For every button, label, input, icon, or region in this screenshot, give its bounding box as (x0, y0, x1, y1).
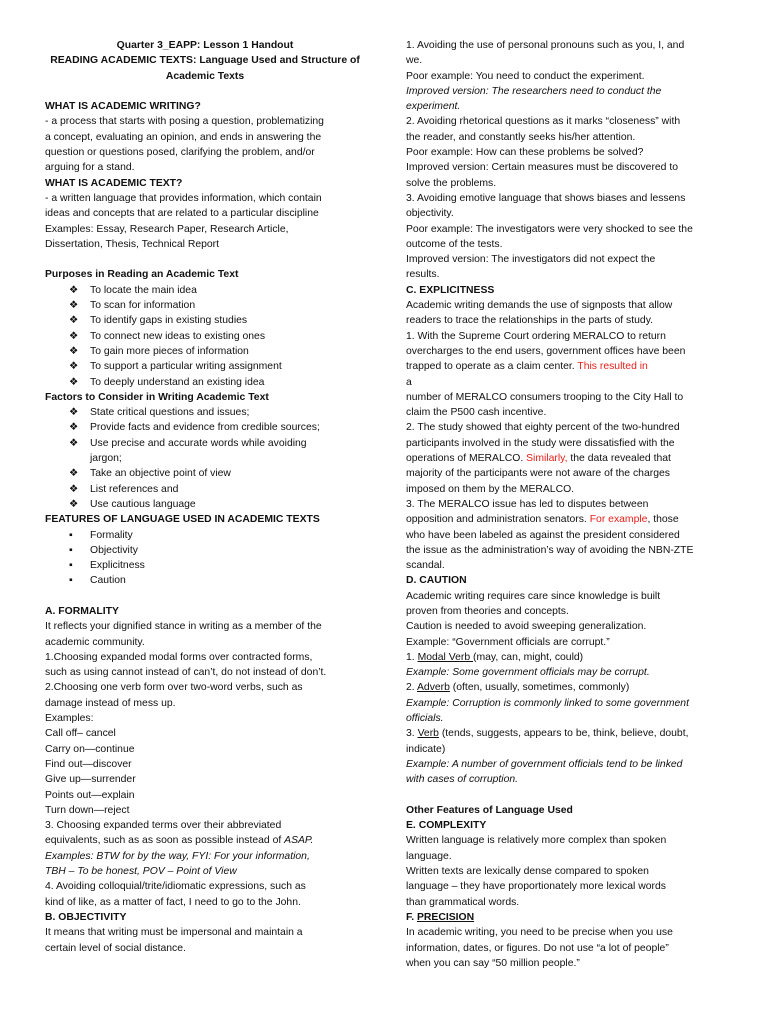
diamond-bullet-icon: ❖ (69, 407, 79, 419)
text-line: equivalents, such as as soon as possible instead of ASAP. (45, 835, 314, 847)
text-line: readers to trace the relationships in the parts of study. (406, 315, 654, 327)
text-line: 1. Modal Verb (may, can, might, could) (406, 651, 584, 663)
list-item: ❖ State critical questions and issues; (45, 405, 365, 420)
text-line: kind of like, as a matter of fact, I need to go to the John. (45, 896, 301, 908)
text-line: Poor example: How can these problems be solved? (406, 147, 644, 159)
text-line: 2. Adverb (often, usually, sometimes, commonly) (406, 682, 630, 694)
list-item: ❖ Use cautious language (45, 497, 365, 512)
text-line: Written language is relatively more complex than spoken (406, 835, 667, 847)
text-line: Improved version: Certain measures must be discovered to (406, 162, 679, 174)
diamond-bullet-icon: ❖ (69, 376, 79, 388)
text-line: 4. Avoiding colloquial/trite/idiomatic expressions, such as (45, 881, 306, 893)
diamond-bullet-icon: ❖ (69, 437, 79, 449)
handout-subtitle-cont: Academic Texts (165, 70, 245, 82)
signpost-text: For example (589, 514, 648, 526)
list-item-continuation: jargon; (90, 453, 122, 465)
list-item: ❖ To deeply understand an existing idea (45, 375, 365, 390)
text-line: Improved version: The investigators did not expect the (406, 254, 656, 266)
text-line: 2.Choosing one verb form over two-word verbs, such as (45, 682, 303, 694)
text-line: certain level of social distance. (45, 942, 186, 954)
text-line: 1.Choosing expanded modal forms over contracted forms, (45, 651, 313, 663)
list-item: ▪ Formality (45, 528, 365, 543)
text-line: Give up—surrender (45, 774, 136, 786)
text-line: who have been labeled as against the president considered (406, 529, 680, 541)
text-line: damage instead of mess up. (45, 697, 176, 709)
section-heading: WHAT IS ACADEMIC WRITING? (45, 101, 201, 113)
text-line: such as using cannot instead of can’t, do not instead of don’t. (45, 667, 327, 679)
diamond-bullet-icon: ❖ (69, 498, 79, 510)
diamond-bullet-icon: ❖ (69, 483, 79, 495)
list-item: ▪ Caution (45, 573, 365, 588)
text-line: 3. Choosing expanded terms over their abbreviated (45, 820, 282, 832)
text-line: Caution is needed to avoid sweeping generalization. (406, 621, 647, 633)
text-line: majority of the participants were not aware of the charges (406, 468, 670, 480)
text-line: Example: “Government officials are corrupt.” (406, 636, 610, 648)
text-line: experiment. (406, 101, 461, 113)
underlined-term: Verb (417, 728, 439, 740)
text-line: overcharges to the end users, government offices have been (406, 345, 686, 357)
text-line: trapped to operate as a claim center. This resulted in (406, 361, 648, 373)
list-item: ❖ To connect new ideas to existing ones (45, 329, 365, 344)
diamond-bullet-icon: ❖ (69, 361, 79, 373)
text-line: Carry on—continue (45, 743, 135, 755)
text-line: Academic writing demands the use of signposts that allow (406, 300, 673, 312)
text-line: Example: Some government officials may be corrupt. (406, 667, 650, 679)
text-line: question or questions posed, clarifying the problem, and/or (45, 147, 315, 159)
text-line: Poor example: The investigators were very shocked to see the (406, 223, 693, 235)
text-line: language. (406, 850, 452, 862)
handout-title: Quarter 3_EAPP: Lesson 1 Handout (116, 40, 294, 51)
text-line: Improved version: The researchers need to conduct the (406, 85, 662, 97)
diamond-bullet-icon: ❖ (69, 300, 79, 312)
section-heading: Purposes in Reading an Academic Text (45, 269, 239, 281)
text-line: arguing for a stand. (45, 162, 135, 174)
text-line: participants involved in the study were dissatisfied with the (406, 437, 675, 449)
text-line: Dissertation, Thesis, Technical Report (45, 238, 220, 250)
text-line: Written texts are lexically dense compared to spoken (406, 866, 649, 878)
underlined-term: Modal Verb (417, 651, 474, 663)
text-line: claim the P500 cash incentive. (406, 407, 547, 419)
underlined-term: Adverb (416, 682, 450, 694)
text-line: with cases of corruption. (406, 774, 519, 786)
text-line: a (406, 376, 412, 388)
text-line: Examples: (45, 713, 94, 725)
text-line: It reflects your dignified stance in writing as a member of the (45, 621, 322, 633)
text-line: TBH – To be honest, POV – Point of View (45, 866, 237, 878)
text-line: academic community. (45, 636, 145, 648)
diamond-bullet-icon: ❖ (69, 345, 79, 357)
list-item: ▪ Objectivity (45, 543, 365, 558)
list-item: ▪ Explicitness (45, 558, 365, 573)
section-heading: Other Features of Language Used (406, 804, 573, 816)
text-line: 3. Verb (tends, suggests, appears to be, think, believe, doubt, (406, 728, 689, 740)
signpost-text: This resulted in (577, 361, 648, 373)
text-line: Find out—discover (45, 758, 132, 770)
text-line: ideas and concepts that are related to a particular discipline (45, 208, 319, 220)
text-line: opposition and administration senators. For example, those (406, 514, 679, 526)
list-item: ❖ To scan for information (45, 298, 365, 313)
text-line: Example: Corruption is commonly linked to some government (406, 697, 689, 709)
text-line: 2. The study showed that eighty percent of the two-hundred (406, 422, 680, 434)
section-heading: F. PRECISION (406, 911, 475, 923)
diamond-bullet-icon: ❖ (69, 315, 79, 327)
list-item: ❖ To identify gaps in existing studies (45, 313, 365, 328)
text-line: information, dates, or figures. Do not use “a lot of people” (406, 942, 669, 954)
list-item: ❖ To gain more pieces of information (45, 344, 365, 359)
section-heading: E. COMPLEXITY (406, 820, 487, 832)
square-bullet-icon: ▪ (69, 575, 73, 587)
text-line: - a written language that provides information, which contain (45, 192, 322, 204)
text-line: 1. With the Supreme Court ordering MERALCO to return (406, 330, 666, 342)
text-line: 3. Avoiding emotive language that shows biases and lessens (406, 192, 686, 204)
text-line: the reader, and constantly seeks his/her attention. (406, 131, 636, 143)
right-column (406, 38, 726, 971)
text-line: than grammatical words. (406, 896, 520, 908)
text-line: number of MERALCO consumers trooping to the City Hall to (406, 391, 684, 403)
text-line: indicate) (406, 743, 446, 755)
square-bullet-icon: ▪ (69, 529, 73, 541)
square-bullet-icon: ▪ (69, 560, 73, 572)
text-line: officials. (406, 713, 444, 725)
square-bullet-icon: ▪ (69, 544, 73, 556)
section-heading: A. FORMALITY (45, 605, 119, 617)
text-line: Poor example: You need to conduct the experiment. (406, 70, 645, 82)
section-heading: WHAT IS ACADEMIC TEXT? (45, 177, 183, 189)
diamond-bullet-icon: ❖ (69, 330, 79, 342)
handout-subtitle: READING ACADEMIC TEXTS: Language Used and Structure of (50, 55, 360, 67)
text-line: - a process that starts with posing a question, problematizing (45, 116, 324, 128)
text-line: solve the problems. (406, 177, 497, 189)
list-item: ❖ Use precise and accurate words while avoiding (45, 436, 365, 451)
text-line: outcome of the tests. (406, 238, 503, 250)
diamond-bullet-icon: ❖ (69, 468, 79, 480)
text-line: a concept, evaluating an opinion, and ends in answering the (45, 131, 322, 143)
list-item: ❖ To locate the main idea (45, 283, 365, 298)
text-line: when you can say “50 million people.” (406, 957, 580, 969)
text-line: Turn down—reject (45, 804, 130, 816)
section-heading: D. CAUTION (406, 575, 467, 587)
text-line: 1. Avoiding the use of personal pronouns such as you, I, and (406, 40, 685, 51)
text-line: the issue as the administration’s way of avoiding the NBN-ZTE (406, 544, 694, 556)
text-line: proven from theories and concepts. (406, 605, 569, 617)
diamond-bullet-icon: ❖ (69, 422, 79, 434)
text-line: Academic writing requires care since knowledge is built (406, 590, 661, 602)
text-line: Examples: Essay, Research Paper, Research Article, (45, 223, 289, 235)
text-line: It means that writing must be impersonal and maintain a (45, 927, 303, 939)
section-heading: FEATURES OF LANGUAGE USED IN ACADEMIC TEXTS (45, 514, 320, 526)
list-item: ❖ List references and (45, 482, 365, 497)
section-heading: Factors to Consider in Writing Academic Text (45, 391, 269, 403)
left-column (45, 38, 365, 956)
text-line: results. (406, 269, 440, 281)
text-line: language – they have proportionately more lexical words (406, 881, 666, 893)
text-line: operations of MERALCO. Similarly, the data revealed that (406, 453, 671, 465)
text-line: we. (406, 55, 423, 67)
text-line: 2. Avoiding rhetorical questions as it marks “closeness” with (406, 116, 681, 128)
list-item: ❖ Provide facts and evidence from credible sources; (45, 420, 365, 435)
signpost-text: Similarly, (526, 453, 568, 465)
text-line: imposed on them by the MERALCO. (406, 483, 575, 495)
text-line: 3. The MERALCO issue has led to disputes between (406, 498, 649, 510)
text-line: In academic writing, you need to be precise when you use (406, 927, 673, 939)
section-heading: C. EXPLICITNESS (406, 284, 495, 296)
text-line: Points out—explain (45, 789, 135, 801)
diamond-bullet-icon: ❖ (69, 284, 79, 296)
text-line: objectivity. (406, 208, 454, 220)
section-heading: B. OBJECTIVITY (45, 911, 127, 923)
text-line: scandal. (406, 560, 445, 572)
list-item: ❖ To support a particular writing assignment (45, 359, 365, 374)
text-line: Call off– cancel (45, 728, 116, 740)
text-line: Examples: BTW for by the way, FYI: For your information, (45, 850, 310, 862)
list-item: ❖ Take an objective point of view (45, 466, 365, 481)
text-line: Example: A number of government officials tend to be linked (406, 758, 683, 770)
